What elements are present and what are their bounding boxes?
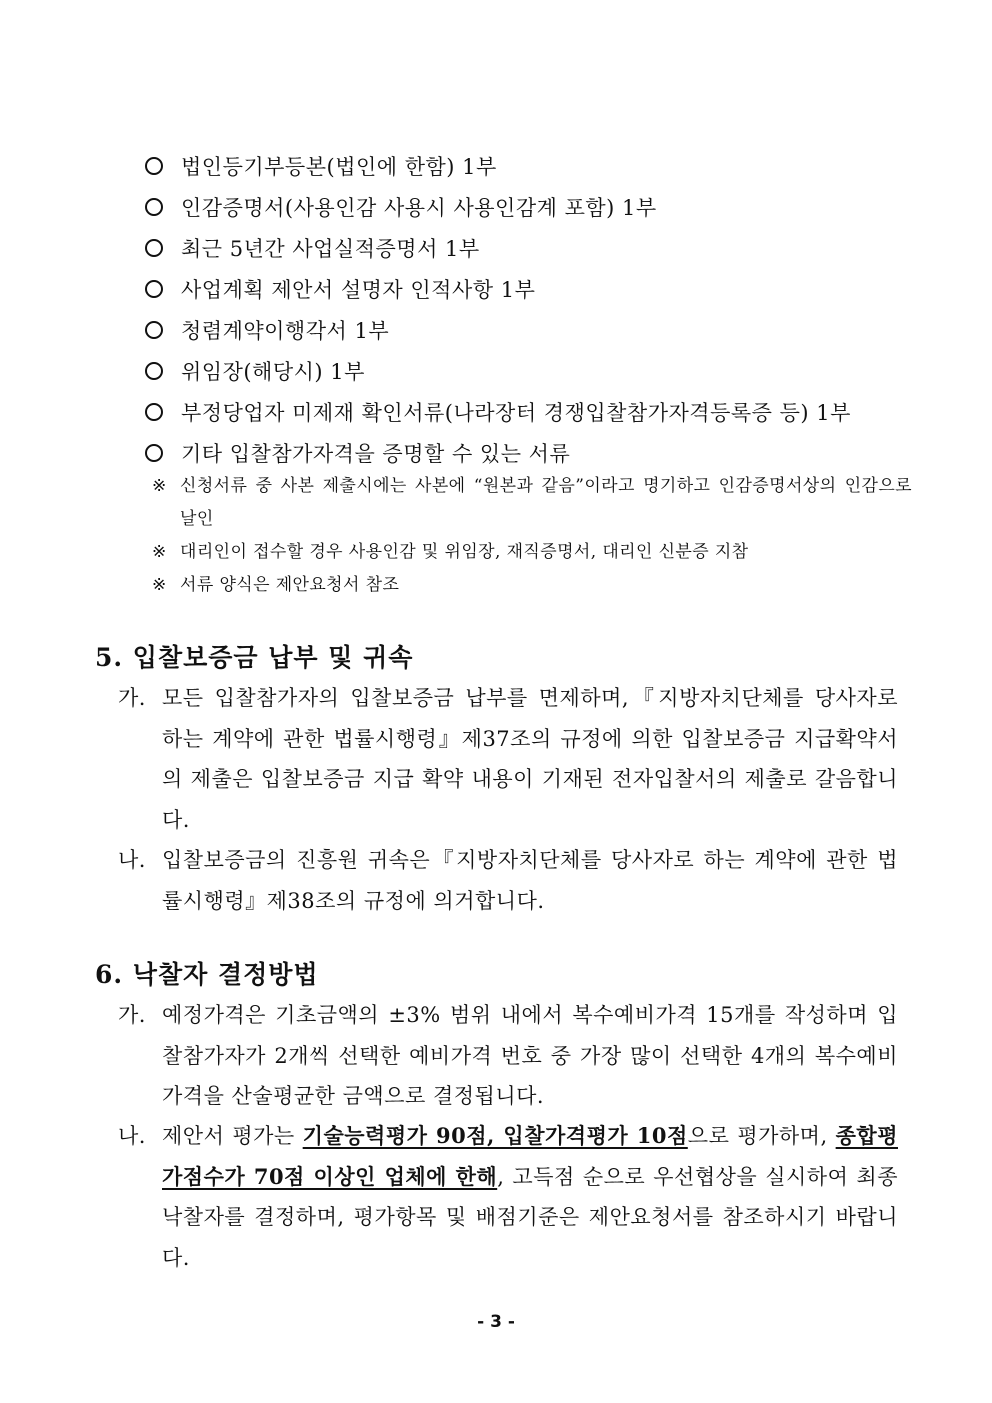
- item-label: 나.: [118, 1124, 146, 1148]
- circle-bullet-icon: [145, 444, 163, 462]
- circle-bullet-icon: [145, 403, 163, 421]
- reference-mark-icon: ※: [152, 542, 167, 562]
- list-item-text: 기타 입찰참가자격을 증명할 수 있는 서류: [181, 441, 571, 466]
- list-item-text: 사업계획 제안서 설명자 인적사항 1부: [181, 277, 536, 302]
- section-6-item-ga: [118, 995, 898, 1117]
- page-number: - 3 -: [477, 1312, 515, 1332]
- circle-bullet-icon: [145, 239, 163, 257]
- note-item: [152, 470, 912, 536]
- note-text: 대리인이 접수할 경우 사용인감 및 위임장, 재직증명서, 대리인 신분증 지참: [180, 542, 749, 562]
- circle-bullet-icon: [145, 198, 163, 216]
- reference-mark-icon: ※: [152, 476, 167, 496]
- list-item-text: 부정당업자 미제재 확인서류(나라장터 경쟁입찰참가자격등록증 등) 1부: [181, 400, 851, 425]
- section-5-heading: 5. 입찰보증금 납부 및 귀속: [95, 643, 414, 672]
- emphasis-underline-threshold: 종합평가점수가 70점 이상인 업체에 한해: [162, 1123, 898, 1189]
- section-6-item-na: [118, 1116, 898, 1278]
- text-segment: , 고득점 순으로 우선협상을 실시하여 최종낙찰자를 결정하며, 평가항목 및 배점기준은 제안요청서를 참조하시기 바랍니다.: [162, 1164, 898, 1270]
- item-text: 예정가격은 기초금액의 ±3% 범위 내에서 복수예비가격 15개를 작성하며 입찰참가자가 2개씩 선택한 예비가격 번호 중 가장 많이 선택한 4개의 복수예비가격을 산술평균한 금액으로 결정됩니다.: [162, 1003, 898, 1108]
- circle-bullet-icon: [145, 280, 163, 298]
- circle-bullet-icon: [145, 321, 163, 339]
- text-segment: 제안서 평가는: [162, 1124, 303, 1148]
- circle-bullet-icon: [145, 157, 163, 175]
- section-6-heading: 6. 낙찰자 결정방법: [95, 960, 319, 989]
- reference-mark-icon: ※: [152, 575, 167, 595]
- list-item: [143, 391, 903, 432]
- item-label: 나.: [118, 848, 146, 872]
- item-label: 가.: [118, 686, 146, 710]
- note-item: [152, 536, 912, 569]
- note-text: 신청서류 중 사본 제출시에는 사본에 “원본과 같음”이라고 명기하고 인감증명서상의 인감으로 날인: [180, 476, 912, 529]
- notes-list: [152, 470, 912, 602]
- list-item-text: 법인등기부등본(법인에 한함) 1부: [181, 154, 497, 179]
- section-5-item-na: [118, 840, 898, 921]
- list-item-text: 인감증명서(사용인감 사용시 사용인감계 포함) 1부: [181, 195, 657, 220]
- list-item: [143, 309, 903, 350]
- note-text: 서류 양식은 제안요청서 참조: [180, 575, 400, 595]
- list-item: [143, 432, 903, 473]
- section-5-item-ga: [118, 678, 898, 840]
- list-item-text: 위임장(해당시) 1부: [181, 359, 365, 384]
- circle-bullet-icon: [145, 362, 163, 380]
- list-item: [143, 350, 903, 391]
- list-item: [143, 268, 903, 309]
- list-item: [143, 145, 903, 186]
- note-item: [152, 569, 912, 602]
- text-segment: 으로 평가하며,: [687, 1124, 836, 1148]
- list-item-text: 청렴계약이행각서 1부: [181, 318, 390, 343]
- list-item: [143, 186, 903, 227]
- list-item-text: 최근 5년간 사업실적증명서 1부: [181, 236, 480, 261]
- item-label: 가.: [118, 1003, 146, 1027]
- emphasis-underline-score: 기술능력평가 90점, 입찰가격평가 10점: [302, 1123, 688, 1148]
- item-text: [162, 1116, 898, 1278]
- item-text: 입찰보증금의 진흥원 귀속은『지방자치단체를 당사자로 하는 계약에 관한 법률시행령』제38조의 규정에 의거합니다.: [162, 848, 898, 913]
- list-item: [143, 227, 903, 268]
- item-text: 모든 입찰참가자의 입찰보증금 납부를 면제하며,『지방자치단체를 당사자로 하는 계약에 관한 법률시행령』제37조의 규정에 의한 입찰보증금 지급확약서의 제출은 입찰보증금 지급 확약 내용이 기재된 전자입찰서의 제출로 갈음합니다.: [162, 686, 898, 832]
- required-documents-list: [143, 145, 903, 473]
